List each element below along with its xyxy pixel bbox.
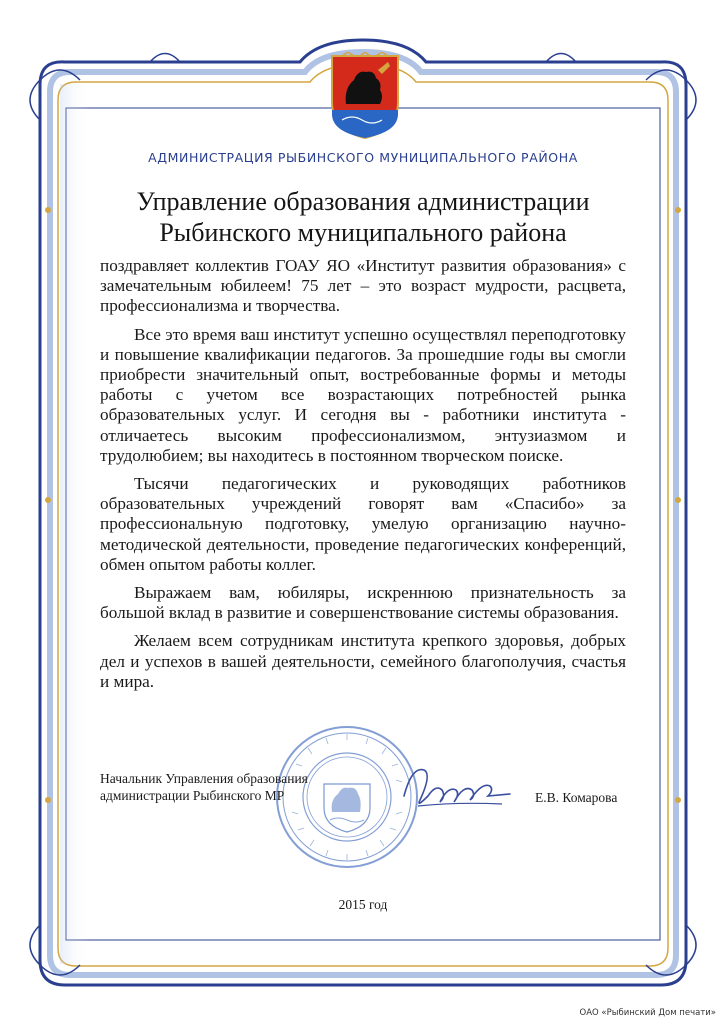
rybinsk-coat-of-arms-icon (328, 52, 402, 140)
printer-credit: ОАО «Рыбинский Дом печати» (579, 1008, 716, 1018)
position-line-1: Начальник Управления образования (100, 771, 308, 786)
paragraph: Выражаем вам, юбиляры, искреннюю признательность за большой вклад в развитие и совершенствование системы образования. (100, 583, 626, 623)
paragraph: поздравляет коллектив ГОАУ ЯО «Институт развития образования» с замечательным юбилеем! 75 лет – это возраст мудрости, расцвета, профессионализма и творчества. (100, 256, 626, 316)
letter-body (100, 256, 626, 700)
paragraph: Тысячи педагогических и руководящих работников образовательных учреждений говорят вам «Спасибо» за профессиональную подготовку, умелую организацию научно-методической деятельности, проведение педагогических конференций, обмен опытом работы коллег. (100, 474, 626, 574)
title-line-1: Управление образования администрации (136, 187, 590, 216)
position-line-2: администрации Рыбинского МР (100, 788, 285, 803)
year: 2015 год (338, 897, 388, 912)
page-title (0, 186, 726, 248)
signatory-position (100, 770, 308, 804)
handwritten-signature-icon (398, 756, 518, 816)
signatory-name: Е.В. Комарова (535, 790, 618, 805)
paragraph: Все это время ваш институт успешно осуществлял переподготовку и повышение квалификации педагогов. За прошедшие годы вы смогли приобрести значительный опыт, востребованные формы и методы работы с учетом все возрастающих потребностей рынка образовательных услуг. И сегодня вы - работники института - отличаетесь высоким профессионализмом, энтузиазмом и трудолюбием; вы находитесь в постоянном творческом поиске. (100, 324, 626, 465)
paragraph: Желаем всем сотрудникам института крепкого здоровья, добрых дел и успехов в вашей деятельности, семейного благополучия, счастья и мира. (100, 631, 626, 691)
title-line-2: Рыбинского муниципального района (159, 218, 567, 247)
administration-header: АДМИНИСТРАЦИЯ РЫБИНСКОГО МУНИЦИПАЛЬНОГО РАЙОНА (148, 150, 578, 165)
